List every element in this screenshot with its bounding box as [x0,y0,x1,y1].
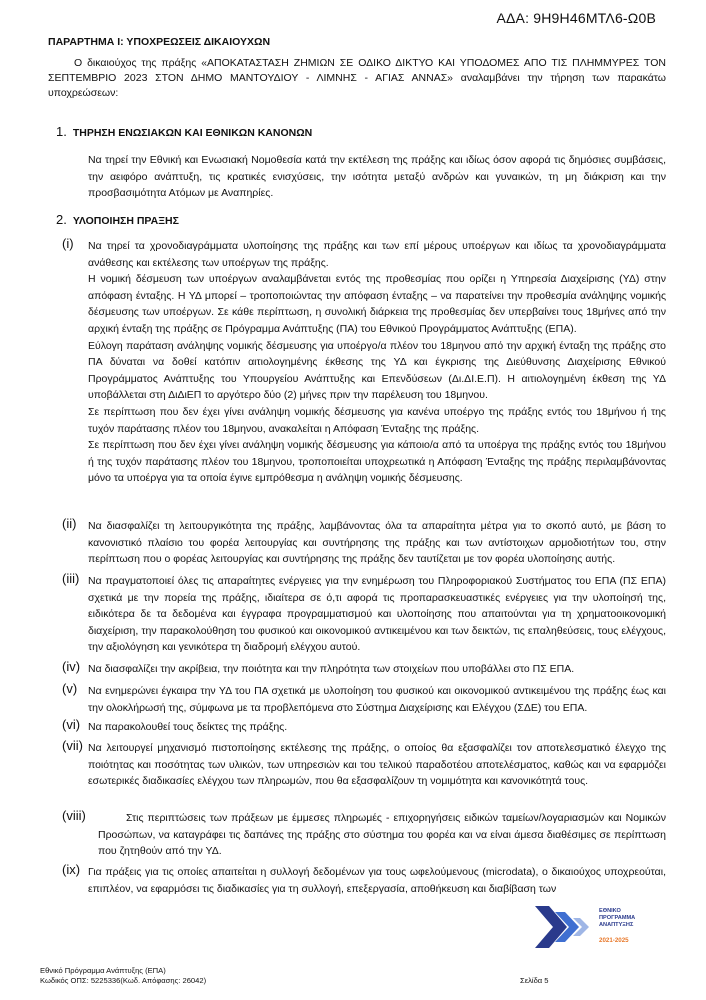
footer-code: Κωδικός ΟΠΣ: 5225336(Κωδ. Απόφασης: 26042) [40,976,207,985]
footer-program: Εθνικό Πρόγραμμα Ανάπτυξης (ΕΠΑ) [40,966,166,975]
obligation-item-viii [62,810,666,860]
item-paragraph: Εύλογη παράταση ανάληψης νομικής δέσμευσης για υποέργο/α πλέον του 18μηνου από την αρχική ένταξη της πράξης στο ΠΑ δύναται να δοθεί κατόπιν αιτιολογημένης έκθεσης της ΥΔ και έγκρισης της Διεύθυνσης Διαχείρισης Εθνικού Προγράμματος Ανάπτυξης του Υπουργείου Ανάπτυξης και Επενδύσεων (Δι.ΔΙ.Ε.Π). Η αιτιολογημένη έκθεση της ΥΔ υποβάλλεται στη ΔιΔιΕΠ το αργότερο δύο (2) μήνες πριν την παρέλευση του 18μηνου. [88,339,666,402]
item-paragraph: Στις περιπτώσεις των πράξεων με έμμεσες πληρωμές - επιχορηγήσεις ειδικών ταμείων/λογαριασμών και Νομικών Προσώπων, να καταγράφει τις δαπάνες της πράξης στο σύστημα του φορέα και να είναι άμεσα διαθέσιμες σε περίπτωση που ζητηθούν από την ΥΔ. [98,812,666,858]
section-number: 1. [56,124,67,139]
item-numeral: (iii) [62,571,80,586]
logo-years: 2021-2025 [599,937,629,944]
section-title: ΥΛΟΠΟΙΗΣΗ ΠΡΑΞΗΣ [72,215,179,227]
logo-line: ΠΡΟΓΡΑΜΜΑ [599,915,636,921]
item-paragraph: Σε περίπτωση που δεν έχει γίνει ανάληψη νομικής δέσμευσης για κανένα υποέργο της πράξης εντός του 18μήνου ή της τυχόν παράτασης πλέον του 18μηνου, ανακαλείται η Απόφαση Ένταξης της πράξης. [88,405,666,435]
section-2-heading [56,212,179,227]
item-numeral: (v) [62,681,78,696]
item-paragraph: Να πραγματοποιεί όλες τις απαραίτητες ενέργειες για την ενημέρωση του Πληροφοριακού Συστήματος του ΕΠΑ (ΠΣ ΕΠΑ) σχετικά με την πορεία της πράξης, ιδιαίτερα σε ό,τι αφορά τις προπαρασκευαστικές ενέργειες για την υλοποίησή της, ειδικότερα δε τα δεδομένα και έγγραφα προγραμματισμού και υλοποίησης που απαιτούνται για τη χρηματοοικονομική διαχείριση, την παρακολούθηση του φυσικού και οικονομικού αντικειμένου και των δεικτών, τις επαληθεύσεις, τους ελέγχους, την αξιολόγηση και γενικότερα τη διαδρομή ελέγχου αυτού. [88,575,666,654]
obligation-item-ii [62,518,666,568]
item-numeral: (viii) [62,808,86,823]
item-numeral: (i) [62,236,74,251]
item-numeral: (vi) [62,717,81,732]
ada-code: ΑΔΑ: 9Η9Η46ΜΤΛ6-Ω0Β [496,10,656,26]
section-number: 2. [56,212,67,227]
obligation-item-vii [62,740,666,790]
item-numeral: (iv) [62,659,81,674]
obligation-item-iii [62,573,666,656]
obligation-item-i [62,238,666,487]
item-paragraph: Να διασφαλίζει την ακρίβεια, την ποιότητα και την πληρότητα των στοιχείων που υποβάλλει στο ΠΣ ΕΠΑ. [88,663,575,675]
annex-title: ΠΑΡΑΡΤΗΜΑ Ι: ΥΠΟΧΡΕΩΣΕΙΣ ΔΙΚΑΙΟΥΧΩΝ [48,36,271,48]
logo-text [599,908,635,929]
obligation-item-vi [62,719,666,736]
obligation-item-ix [62,864,666,897]
item-paragraph: Η νομική δέσμευση των υποέργων αναλαμβάνεται εντός της προθεσμίας που ορίζει η Υπηρεσία Διαχείρισης (ΥΔ) στην απόφαση ένταξης. Η ΥΔ μπορεί – τροποποιώντας την απόφαση ένταξης – να παρατείνει την προθεσμία ανάληψης νομικής δέσμευσης των υποέργων. Σε κάθε περίπτωση, η συνολική διάρκεια της προθεσμίας δεν υπερβαίνει τους 18μήνες από την αρχική ένταξη της πράξης σε Πρόγραμμα Ανάπτυξης (ΠΑ) του Εθνικού Προγράμματος Ανάπτυξης (ΕΠΑ). [88,273,666,335]
item-paragraph: Να τηρεί τα χρονοδιαγράμματα υλοποίησης της πράξης και των επί μέρους υποέργων και ιδίως τα χρονοδιαγράμματα ανάθεσης και εκτέλεσης των υποέργων της πράξης. [88,240,666,269]
logo-line: ΑΝΑΠΤΥΞΗΣ [599,922,634,928]
item-paragraph: Να ενημερώνει έγκαιρα την ΥΔ του ΠΑ σχετικά με υλοποίηση του φυσικού και οικονομικού αντικειμένου της πράξης έως και την ολοκλήρωσή της, σύμφωνα με τα προβλεπόμενα στο Σύστημα Διαχείρισης και Ελέγχου (ΣΔΕ) του ΕΠΑ. [88,685,666,714]
item-paragraph: Να παρακολουθεί τους δείκτες της πράξης. [88,721,288,733]
item-paragraph: Για πράξεις για τις οποίες απαιτείται η συλλογή δεδομένων για τους ωφελούμενους (microdata), ο δικαιούχος υποχρεούται, επιπλέον, να εφαρμόσει τις διαδικασίες για τη συλλογή, επεξεργασία, αποθήκευση και διαβίβαση των [88,866,666,895]
section-title: ΤΗΡΗΣΗ ΕΝΩΣΙΑΚΩΝ ΚΑΙ ΕΘΝΙΚΩΝ ΚΑΝΟΝΩΝ [72,127,313,139]
section-1-heading [56,124,312,139]
section-1-text: Να τηρεί την Εθνική και Ενωσιακή Νομοθεσία κατά την εκτέλεση της πράξης και ιδίως όσον αφορά τις δημόσιες συμβάσεις, την αειφόρο ανάπτυξη, τις κρατικές ενισχύσεις, την ισότητα μεταξύ ανδρών και γυναικών, τη μη διάκριση και την προσβασιμότητα Ατόμων με Αναπηρίες. [88,154,666,200]
logo-line: ΕΘΝΙΚΟ [599,908,621,914]
page-number: Σελίδα 5 [520,976,549,985]
item-paragraph: Να λειτουργεί μηχανισμό πιστοποίησης εκτέλεσης της πράξης, ο οποίος θα εξασφαλίζει τον αποτελεσματικό έλεγχο της ποιότητας και ποσότητας των υλικών, των υπηρεσιών και του τελικού παραδοτέου αποτελέσματος, καθώς και να εφαρμόζει εσωτερικές διαδικασίες ελέγχου των πληρωμών, που θα εξασφαλίζουν τη νομιμότητα και κανονικότητά τους. [88,742,666,788]
item-numeral: (vii) [62,738,83,753]
item-paragraph: Να διασφαλίζει τη λειτουργικότητα της πράξης, λαμβάνοντας όλα τα απαραίτητα μέτρα για το σκοπό αυτό, με βάση το κανονιστικό πλαίσιο του φορέα λειτουργίας και συντήρησης της πράξης και των αντίστοιχων αρμοδιοτήτων του, στην περίπτωση που ο φορέας λειτουργίας και συντήρησης της πράξης δεν ταυτίζεται με τον φορέα υλοποίησης αυτής. [88,520,666,566]
obligation-item-iv [62,661,666,678]
item-numeral: (ix) [62,862,81,877]
obligation-item-v [62,683,666,716]
intro-paragraph: Ο δικαιούχος της πράξης «ΑΠΟΚΑΤΑΣΤΑΣΗ ΖΗΜΙΩΝ ΣΕ ΟΔΙΚΟ ΔΙΚΤΥΟ ΚΑΙ ΥΠΟΔΟΜΕΣ ΑΠΟ ΤΙΣ ΠΛΗΜΜΥΡΕΣ ΤΟΝ ΣΕΠΤΕΜΒΡΙΟ 2023 ΣΤΟΝ ΔΗΜΟ ΜΑΝΤΟΥΔΙΟΥ - ΛΙΜΝΗΣ - ΑΓΙΑΣ ΑΝΝΑΣ» αναλαμβάνει την τήρηση των παρακάτω υποχρεώσεων: [48,57,666,99]
item-paragraph: Σε περίπτωση που δεν έχει γίνει ανάληψη νομικής δέσμευσης για κάποιο/α από τα υποέργα της πράξης εντός του 18μήνου ή της τυχόν παράτασης πλέον του 18μηνου, τροποποιείται υποχρεωτικά η Απόφαση Ένταξης της πράξης περιλαμβάνοντας μόνο τα υποέργα για τα οποία έγινε εμπρόθεσμα η ανάληψη νομικής δέσμευσης. [88,439,666,485]
item-numeral: (ii) [62,516,77,531]
